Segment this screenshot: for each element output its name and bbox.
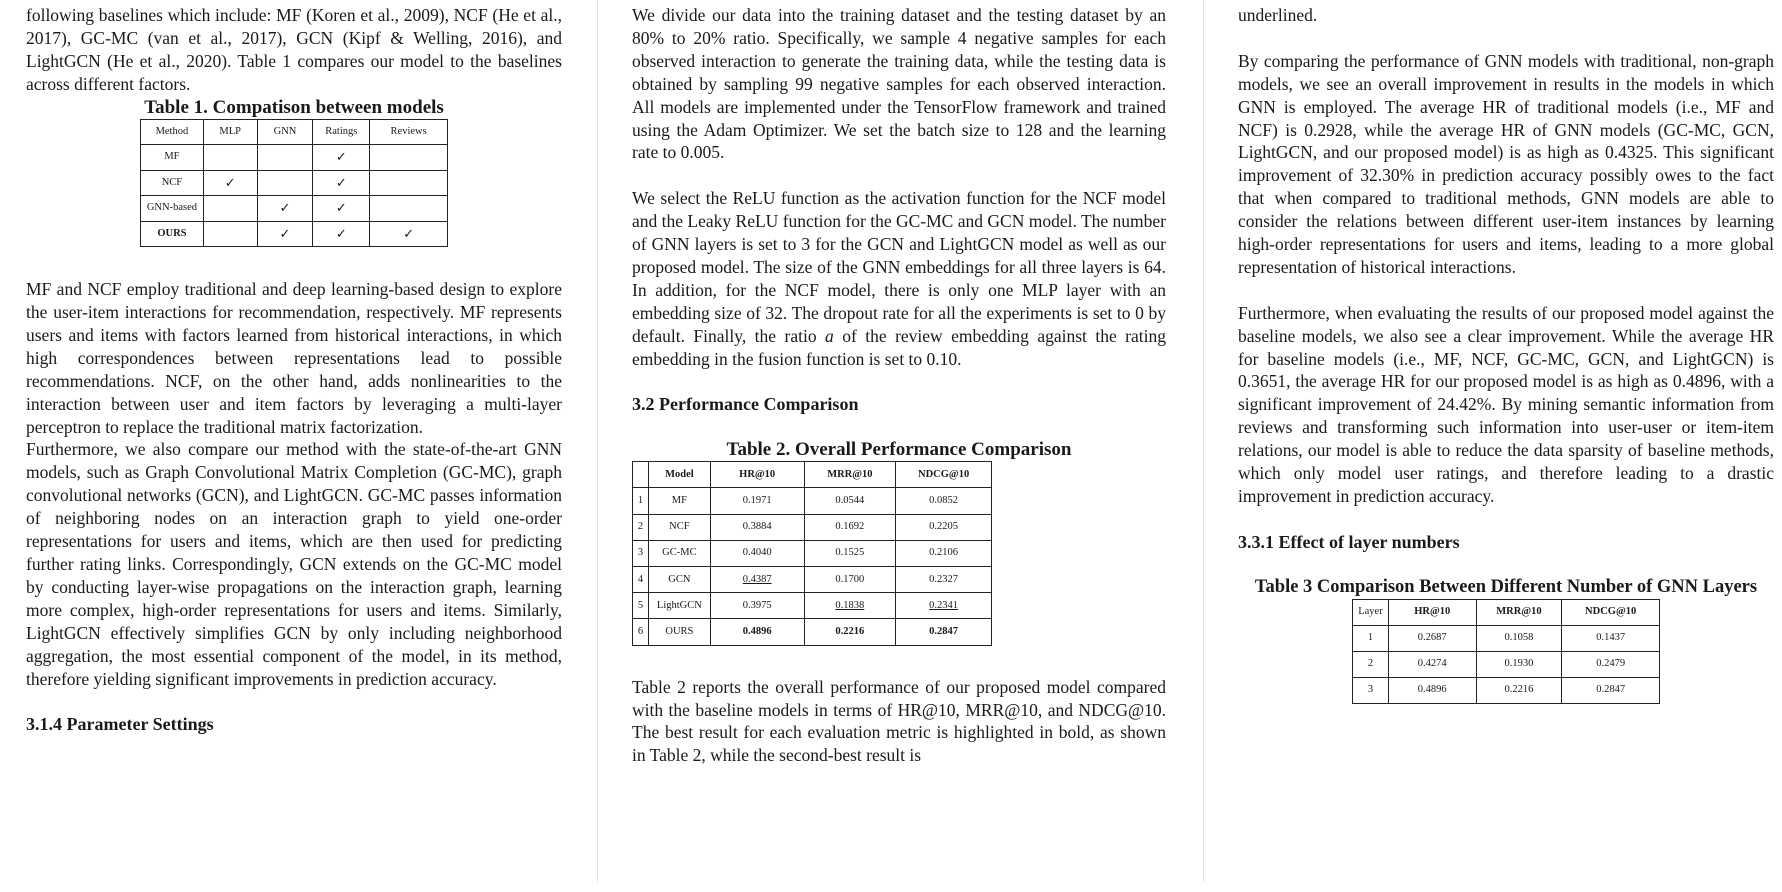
table-row xyxy=(1353,677,1660,703)
table-row xyxy=(633,593,992,619)
value-cell: 0.2216 xyxy=(1476,677,1562,703)
model-cell: OURS xyxy=(648,619,710,645)
header-cell: Layer xyxy=(1353,599,1389,625)
table-header-row xyxy=(141,119,448,145)
table-row xyxy=(141,196,448,222)
check-cell xyxy=(370,196,448,222)
row-index: 6 xyxy=(633,619,649,645)
value-cell: 0.1058 xyxy=(1476,625,1562,651)
table-row xyxy=(633,619,992,645)
header-cell: NDCG@10 xyxy=(896,462,992,488)
row-index: 2 xyxy=(633,514,649,540)
value-cell: 0.4387 xyxy=(710,567,804,593)
value-cell: 0.1838 xyxy=(804,593,896,619)
hyperparameter-text-end: of the review embedding against the rating embedding in the fusion function is set to 0.10. xyxy=(632,325,1166,369)
header-cell: Reviews xyxy=(370,119,448,145)
value-cell: 0.2847 xyxy=(1562,677,1660,703)
section-heading-performance-comparison: 3.2 Performance Comparison xyxy=(632,394,859,415)
row-index: 5 xyxy=(633,593,649,619)
value-cell: 0.1525 xyxy=(804,540,896,566)
value-cell: 0.4040 xyxy=(710,540,804,566)
header-cell: MLP xyxy=(203,119,257,145)
table-row xyxy=(633,514,992,540)
value-cell: 0.1930 xyxy=(1476,651,1562,677)
value-cell: 0.2216 xyxy=(804,619,896,645)
header-cell: HR@10 xyxy=(1388,599,1476,625)
continued-text: underlined. xyxy=(1238,5,1318,25)
header-cell: GNN xyxy=(257,119,313,145)
model-cell: GCN xyxy=(648,567,710,593)
intro-paragraph: following baselines which include: MF (Koren et al., 2009), NCF (He et al., 2017), GC-MC (van et al., 2017), GCN (Kipf & Welling, 2016), and LightGCN (He et al., 2020). Table 1 compares our model to the baselines across different factors. xyxy=(26,5,562,94)
value-cell: 0.1971 xyxy=(710,488,804,514)
value-cell: 0.2341 xyxy=(896,593,992,619)
value-cell: 0.2327 xyxy=(896,567,992,593)
hyperparameter-paragraph xyxy=(632,187,1166,370)
table1-caption: Table 1. Compatison between models xyxy=(144,96,444,118)
header-cell: HR@10 xyxy=(710,462,804,488)
row-index: 4 xyxy=(633,567,649,593)
header-cell: Model xyxy=(648,462,710,488)
method-cell: NCF xyxy=(141,170,204,196)
check-cell: ✓ xyxy=(203,170,257,196)
table2-performance xyxy=(632,461,992,645)
model-cell: NCF xyxy=(648,514,710,540)
check-cell xyxy=(370,145,448,171)
alpha-symbol: a xyxy=(825,325,834,346)
header-cell: MRR@10 xyxy=(804,462,896,488)
method-cell: GNN-based xyxy=(141,196,204,222)
column-middle xyxy=(632,4,1166,767)
table-row xyxy=(141,221,448,247)
hyperparameter-text: We select the ReLU function as the activation function for the NCF model and the Leaky ReLU function for the GC-MC and GCN model. The number of GNN layers is set to 3 for the GCN and LightGCN model as well as our proposed model. The size of the GNN embeddings for all three layers is 64. In addition, for the NCF model, there is only one MLP layer with an embedding size of 32. The dropout rate for all the experiments is set to 0 by default. Finally, the ratio xyxy=(632,188,1166,346)
check-cell xyxy=(257,145,313,171)
check-cell xyxy=(203,221,257,247)
value-cell: 0.2479 xyxy=(1562,651,1660,677)
check-cell: ✓ xyxy=(313,196,370,222)
header-cell: NDCG@10 xyxy=(1562,599,1660,625)
model-cell: LightGCN xyxy=(648,593,710,619)
column-divider-left xyxy=(597,0,598,882)
section-heading-parameter-settings: 3.1.4 Parameter Settings xyxy=(26,714,214,735)
layer-cell: 2 xyxy=(1353,651,1389,677)
check-cell: ✓ xyxy=(313,170,370,196)
check-cell xyxy=(257,170,313,196)
check-cell xyxy=(203,196,257,222)
method-cell: OURS xyxy=(141,221,204,247)
table-row xyxy=(1353,651,1660,677)
table1-model-comparison xyxy=(140,119,448,248)
table-row xyxy=(1353,625,1660,651)
table-header-row xyxy=(1353,599,1660,625)
method-cell: MF xyxy=(141,145,204,171)
table-row xyxy=(633,567,992,593)
gnn-baselines-paragraph: Furthermore, we also compare our method with the state-of-the-art GNN models, such as Graph Convolutional Matrix Completion (GC-MC), graph convolutional networks (GCN), and LightGCN. GC-MC passes information of neighboring nodes on an interaction graph to yield one-order representations for users and items, which are then used for predicting further rating links. Correspondingly, GCN extends on the GC-MC model by conducting layer-wise propagations on the interaction graph, learning more complex, high-order representations for users and items. Similarly, LightGCN effectively simplifies GCN by only including neighborhood aggregation, the most essential component of the model, in its method, therefore yielding significant improvements in prediction accuracy. xyxy=(26,439,562,689)
table-row xyxy=(633,540,992,566)
model-cell: MF xyxy=(648,488,710,514)
gnn-vs-traditional-paragraph: By comparing the performance of GNN models with traditional, non-graph models, we see an overall improvement in results in the models in which GNN is employed. The average HR of traditional models (i.e., MF and NCF) is 0.2928, while the average HR of GNN models (GC-MC, GCN, LightGCN, and our proposed model) is as high as 0.4325. This significant improvement of 32.30% in prediction accuracy possibly owes to the fact that when compared to traditional methods, GNN models are able to consider the relations between different user-item instances by learning high-order representations for users and items, leading to a more global representation of historical interactions. xyxy=(1238,50,1774,277)
table-row xyxy=(141,145,448,171)
value-cell: 0.1437 xyxy=(1562,625,1660,651)
header-cell xyxy=(633,462,649,488)
proposed-vs-baseline-paragraph: Furthermore, when evaluating the results of our proposed model against the baseline models, we also see a clear improvement. While the average HR for baseline models (i.e., MF, NCF, GC-MC, GCN, and LightGCN) is 0.3651, the average HR for our proposed model is as high as 0.4896, with a significant improvement of 24.42%. By mining semantic information from reviews and transforming such information into user-user or item-item relations, our model is able to reduce the data sparsity of baseline methods, which only model user ratings, and therefore leading to a drastic improvement in prediction accuracy. xyxy=(1238,302,1774,506)
layer-cell: 3 xyxy=(1353,677,1389,703)
value-cell: 0.3884 xyxy=(710,514,804,540)
table3-layer-comparison xyxy=(1352,599,1660,704)
data-split-paragraph: We divide our data into the training dataset and the testing dataset by an 80% to 20% ratio. Specifically, we sample 4 negative samples for each observed interaction to generate the training data, while the testing data is obtained by sampling 99 negative samples for each observed interaction. All models are implemented under the TensorFlow framework and trained using the Adam Optimizer. We set the batch size to 128 and the learning rate to 0.005. xyxy=(632,5,1166,163)
value-cell: 0.0852 xyxy=(896,488,992,514)
check-cell xyxy=(203,145,257,171)
layer-cell: 1 xyxy=(1353,625,1389,651)
value-cell: 0.2687 xyxy=(1388,625,1476,651)
section-heading-layer-numbers: 3.3.1 Effect of layer numbers xyxy=(1238,531,1460,552)
results-paragraph: Table 2 reports the overall performance of our proposed model compared with the baseline models in terms of HR@10, MRR@10, and NDCG@10. The best result for each evaluation metric is highlighted in bold, as shown in Table 2, while the second-best result is xyxy=(632,676,1166,766)
check-cell: ✓ xyxy=(313,145,370,171)
table3-caption: Table 3 Comparison Between Different Number of GNN Layers xyxy=(1254,576,1758,597)
table-row xyxy=(141,170,448,196)
check-cell: ✓ xyxy=(370,221,448,247)
value-cell: 0.4896 xyxy=(1388,677,1476,703)
header-cell: MRR@10 xyxy=(1476,599,1562,625)
value-cell: 0.2847 xyxy=(896,619,992,645)
column-left xyxy=(26,4,562,736)
check-cell xyxy=(370,170,448,196)
check-cell: ✓ xyxy=(313,221,370,247)
table-row xyxy=(633,488,992,514)
value-cell: 0.2205 xyxy=(896,514,992,540)
value-cell: 0.4274 xyxy=(1388,651,1476,677)
check-cell: ✓ xyxy=(257,221,313,247)
table2-caption: Table 2. Overall Performance Comparison xyxy=(726,439,1072,461)
check-cell: ✓ xyxy=(257,196,313,222)
table-header-row xyxy=(633,462,992,488)
model-cell: GC-MC xyxy=(648,540,710,566)
column-right xyxy=(1238,4,1774,704)
header-cell: Method xyxy=(141,119,204,145)
value-cell: 0.1692 xyxy=(804,514,896,540)
row-index: 3 xyxy=(633,540,649,566)
column-divider-right xyxy=(1203,0,1204,882)
baselines-paragraph: MF and NCF employ traditional and deep learning-based design to explore the user-item interactions for recommendation, respectively. MF represents users and items with factors learned from historical interactions, in which high correspondences between representations lead to possible recommendations. NCF, on the other hand, adds nonlinearities to the interaction between user and item factors by leveraging a multi-layer perceptron to replace the traditional matrix factorization. xyxy=(26,279,562,437)
value-cell: 0.4896 xyxy=(710,619,804,645)
value-cell: 0.3975 xyxy=(710,593,804,619)
value-cell: 0.0544 xyxy=(804,488,896,514)
value-cell: 0.1700 xyxy=(804,567,896,593)
header-cell: Ratings xyxy=(313,119,370,145)
row-index: 1 xyxy=(633,488,649,514)
value-cell: 0.2106 xyxy=(896,540,992,566)
